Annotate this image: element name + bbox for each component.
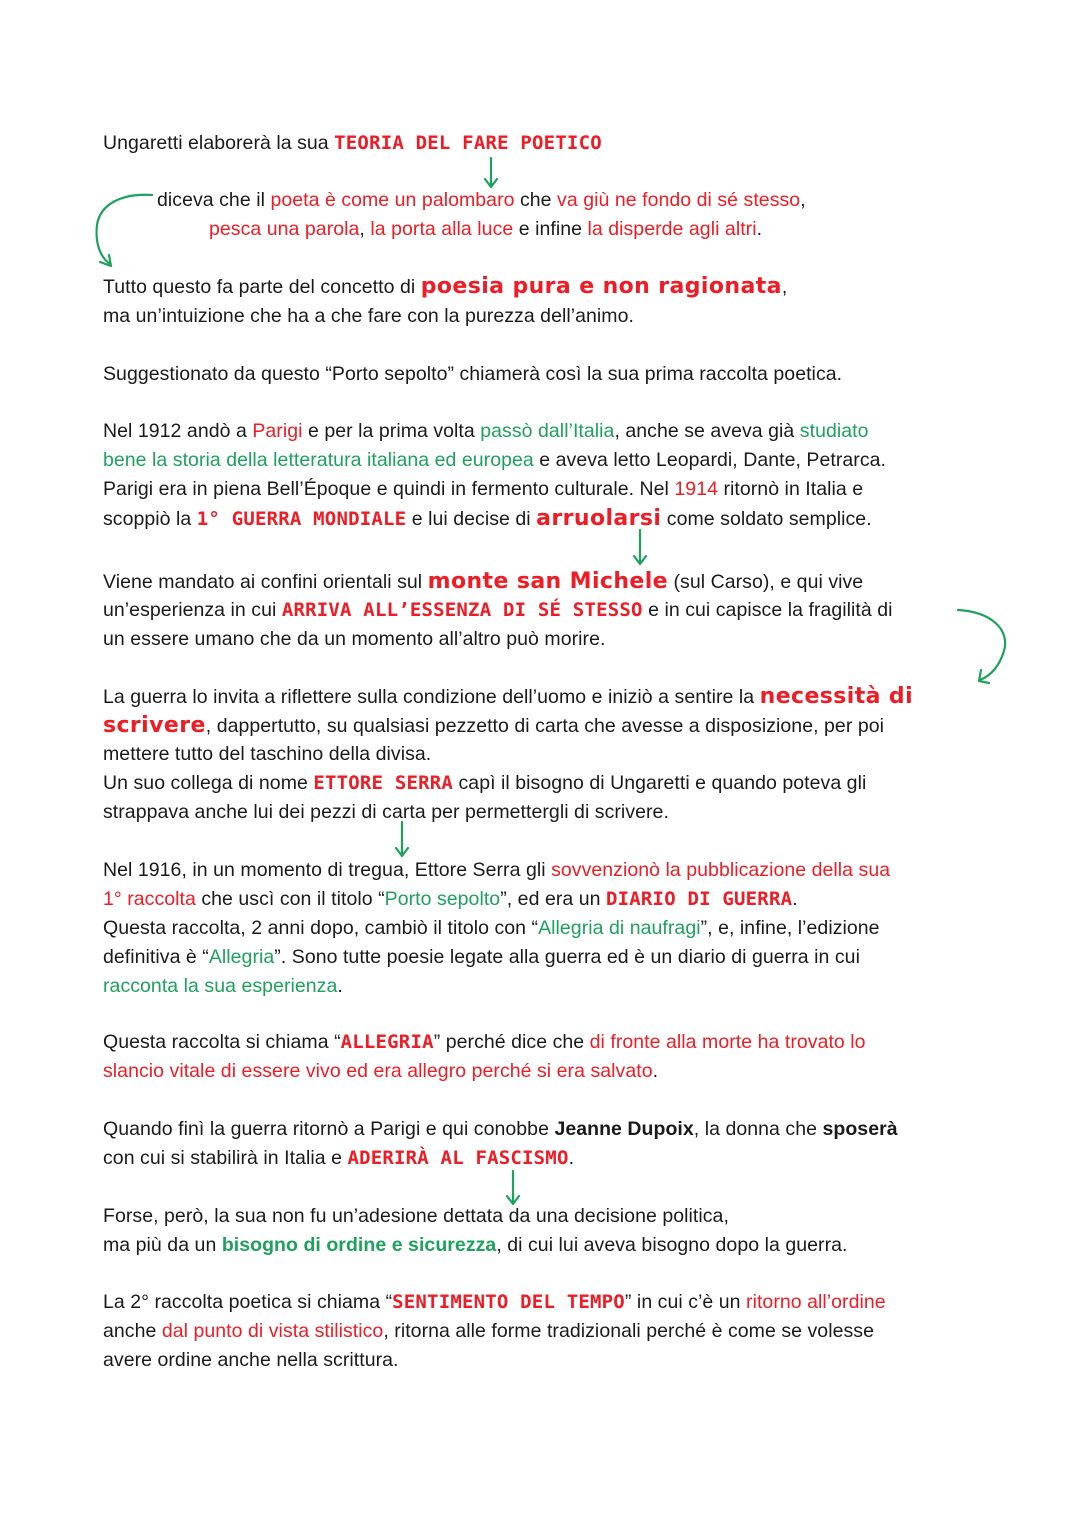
text-span: ”, ed era un	[500, 888, 606, 910]
highlight-text: poeta è come un palombaro	[270, 189, 515, 211]
text-span: , dappertutto, su qualsiasi pezzetto di carta che avesse a disposizione, per poi	[205, 715, 884, 737]
text-span: Parigi era in piena Bell’Époque e quindi in fermento culturale. Nel	[103, 478, 675, 500]
para-monte-line-1	[103, 567, 863, 597]
text-span: La guerra lo invita a riflettere sulla condizione dell’uomo e iniziò a sentire la	[103, 686, 760, 708]
text-span: .	[568, 1147, 575, 1169]
text-span: ”, e, infine, l’edizione	[700, 917, 880, 939]
text-span: Questa raccolta si chiama “	[103, 1031, 341, 1053]
para-monte-line-3: un essere umano che da un momento all’altro può morire.	[103, 628, 606, 650]
para-necessita-line-1	[103, 682, 913, 712]
highlight-diario-di-guerra: DIARIO DI GUERRA	[606, 888, 793, 910]
text-span: .	[756, 218, 763, 240]
text-span: .	[337, 975, 343, 997]
text-span: Quando finì la guerra ritornò a Parigi e qui conobbe	[103, 1118, 555, 1140]
arrow-down-icon	[485, 158, 497, 187]
text-span: .	[792, 888, 798, 910]
highlight-text: slancio vitale di essere vivo ed era allegro perché si era salvato	[103, 1060, 653, 1082]
para-necessita-line-2	[103, 711, 884, 741]
para-allegria-line-1	[103, 1028, 866, 1057]
arrow-down-icon	[396, 822, 408, 856]
text-span: Un suo collega di nome	[103, 772, 314, 794]
text-span: ” in cui c’è un	[624, 1291, 747, 1313]
text-span: ,	[781, 276, 788, 298]
text-span: (sul Carso), e qui vive	[668, 571, 864, 593]
para-sentimento-line-1	[103, 1288, 886, 1317]
para-necessita-line-5: strappava anche lui dei pezzi di carta per permettergli di scrivere.	[103, 801, 669, 823]
highlight-text: sovvenzionò la pubblicazione della sua	[551, 859, 891, 881]
highlight-text: 1914	[674, 478, 718, 500]
para-parigi-line-1	[103, 417, 869, 446]
para-1916-line-5	[103, 972, 343, 1001]
green-text: Allegria	[208, 946, 275, 968]
green-text: studiato	[799, 420, 869, 442]
para-1916-line-4	[103, 943, 860, 972]
para-dupoix-line-2	[103, 1144, 574, 1173]
para-dupoix-line-1	[103, 1115, 898, 1144]
text-span: La 2° raccolta poetica si chiama “	[103, 1291, 393, 1313]
para-1916-line-2	[103, 885, 798, 914]
curved-arrow-icon	[97, 195, 152, 266]
text-span: ”. Sono tutte poesie legate alla guerra ed è un diario di guerra in cui	[274, 946, 860, 968]
para-parigi-line-3	[103, 475, 863, 504]
text-span: Nel 1912 andò a	[103, 420, 253, 442]
text-span: , anche se aveva già	[614, 420, 800, 442]
highlight-text: dal punto di vista stilistico	[161, 1320, 384, 1342]
text-span: anche	[103, 1320, 162, 1342]
para-porto-sepolto: Suggestionato da questo “Porto sepolto” chiamerà così la sua prima raccolta poetica.	[103, 363, 843, 385]
text-span: scoppiò la	[103, 508, 197, 530]
text-span: Ungaretti elaborerà la sua	[103, 132, 335, 154]
text-span: , la donna che	[693, 1118, 823, 1140]
highlight-text: la disperde agli altri	[587, 218, 757, 240]
para-necessita-line-4	[103, 769, 866, 798]
highlight-text: ritorno all’ordine	[746, 1291, 886, 1313]
text-span: .	[652, 1060, 659, 1082]
highlight-ettore-serra: ETTORE SERRA	[313, 772, 454, 794]
text-span: Questa raccolta, 2 anni dopo, cambiò il titolo con “	[103, 917, 539, 939]
text-span: Viene mandato ai confini orientali sul	[103, 571, 428, 593]
text-span: Nel 1916, in un momento di tregua, Ettore Serra gli	[103, 859, 552, 881]
highlight-text: Parigi	[252, 420, 303, 442]
highlight-scrivere: scrivere	[103, 713, 206, 738]
text-span: un’esperienza in cui	[103, 599, 282, 621]
highlight-arruolarsi: arruolarsi	[536, 506, 662, 531]
text-span: come soldato semplice.	[661, 508, 872, 530]
text-span: , di cui lui aveva bisogno dopo la guerra.	[496, 1234, 848, 1256]
arrow-down-icon	[634, 530, 646, 564]
para-1916-line-3	[103, 914, 880, 943]
highlight-allegria: ALLEGRIA	[340, 1031, 434, 1053]
curved-arrow-icon	[958, 610, 1005, 683]
para-1916-line-1	[103, 856, 890, 885]
text-span: e infine	[513, 218, 588, 240]
para-monte-line-2	[103, 596, 893, 625]
text-span: che	[514, 189, 558, 211]
highlight-text: di fronte alla morte ha trovato lo	[589, 1031, 866, 1053]
text-span: con cui si stabilirà in Italia e	[103, 1147, 348, 1169]
text-span: ritornò in Italia e	[718, 478, 864, 500]
highlight-monte-san-michele: monte san Michele	[427, 569, 669, 594]
text-span: e lui decise di	[406, 508, 537, 530]
highlight-text: pesca una parola	[209, 218, 360, 240]
text-span: ma più da un	[103, 1234, 222, 1256]
text-span: ,	[800, 189, 806, 211]
highlight-sentimento-del-tempo: SENTIMENTO DEL TEMPO	[392, 1291, 625, 1313]
highlight-text: 1° raccolta	[103, 888, 196, 910]
para-sentimento-line-3: avere ordine anche nella scrittura.	[103, 1349, 399, 1371]
para-sentimento-line-2	[103, 1317, 874, 1346]
highlight-poesia-pura: poesia pura e non ragionata	[420, 274, 782, 299]
text-span: , ritorna alle forme tradizionali perché è come se volesse	[383, 1320, 874, 1342]
para-palombaro-line-1	[157, 186, 806, 215]
highlight-teoria-fare-poetico: TEORIA DEL FARE POETICO	[334, 132, 602, 154]
text-span: definitiva è “	[103, 946, 209, 968]
para-necessita-line-3: mettere tutto del taschino della divisa.	[103, 743, 432, 765]
text-span: capì il bisogno di Ungaretti e quando poteva gli	[453, 772, 867, 794]
arrow-down-icon	[507, 1171, 519, 1204]
para-poesia-pura-line-1	[103, 272, 787, 302]
green-text: bene la storia della letteratura italiana ed europea	[103, 449, 534, 471]
text-span: Tutto questo fa parte del concetto di	[103, 276, 421, 298]
highlight-essenza: ARRIVA ALL’ESSENZA DI SÉ STESSO	[281, 599, 643, 621]
para-adesione-line-2	[103, 1231, 847, 1260]
bold-name: Jeanne Dupoix	[554, 1118, 694, 1140]
para-parigi-line-4	[103, 504, 872, 534]
highlight-text: la porta alla luce	[370, 218, 514, 240]
green-text: racconta la sua esperienza	[103, 975, 338, 997]
text-span: ,	[359, 218, 371, 240]
para-adesione-line-1: Forse, però, la sua non fu un’adesione dettata da una decisione politica,	[103, 1205, 729, 1227]
bold-text: sposerà	[822, 1118, 898, 1140]
green-text: passò dall’Italia	[480, 420, 615, 442]
highlight-fascismo: ADERIRÀ AL FASCISMO	[347, 1147, 569, 1169]
text-span: e in cui capisce la fragilità di	[642, 599, 893, 621]
para-parigi-line-2	[103, 446, 886, 475]
para-teoria-line-1	[103, 129, 602, 158]
text-span: diceva che il	[157, 189, 271, 211]
para-poesia-pura-line-2: ma un’intuizione che ha a che fare con la purezza dell’animo.	[103, 305, 634, 327]
highlight-guerra-mondiale: 1° GUERRA MONDIALE	[196, 508, 407, 530]
text-span: e aveva letto Leopardi, Dante, Petrarca.	[533, 449, 886, 471]
text-span: che uscì con il titolo “	[195, 888, 385, 910]
para-allegria-line-2	[103, 1057, 658, 1086]
highlight-necessita: necessità di	[759, 684, 914, 709]
green-text: Allegria di naufragi	[538, 917, 701, 939]
green-text: Porto sepolto	[384, 888, 501, 910]
green-bold-text: bisogno di ordine e sicurezza	[221, 1234, 497, 1256]
text-span: e per la prima volta	[302, 420, 481, 442]
text-span: ” perché dice che	[433, 1031, 590, 1053]
highlight-text: va giù ne fondo di sé stesso	[557, 189, 801, 211]
para-palombaro-line-2	[209, 215, 762, 244]
